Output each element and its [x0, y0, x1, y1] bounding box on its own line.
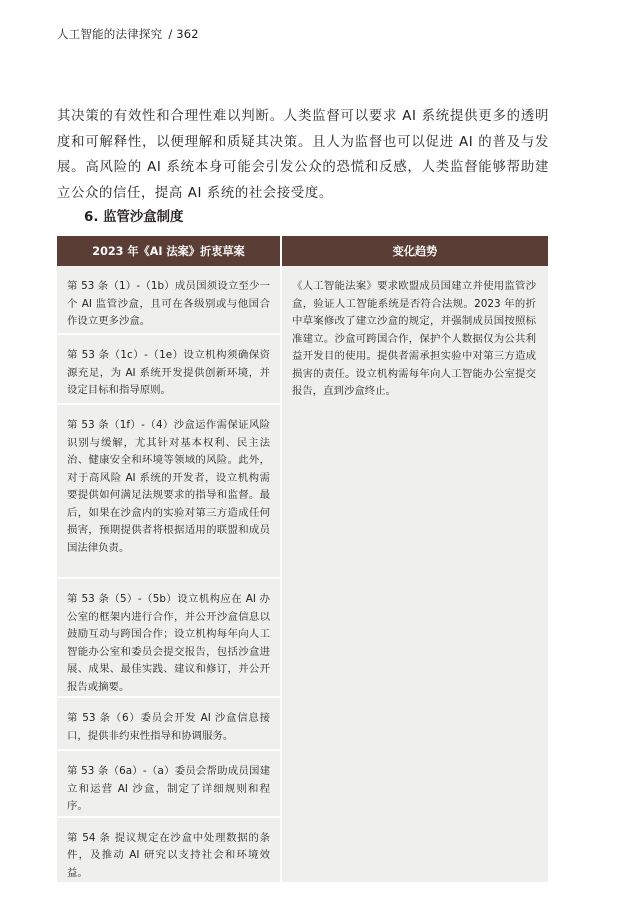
table-row [57, 266, 548, 334]
table-cell-trend-summary: 《人工智能法案》要求欧盟成员国建立并使用监管沙盒，验证人工智能系统是否符合法规。2023 年的折中草案修改了建立沙盒的规定，并强制成员国按照标准建立。沙盒可跨国合作，保护个人数据仅为公共利益开发目的使用。提供者需承担实验中对第三方造成损害的责任。设立机构需每年向人工智能办公室提交报告，直到沙盒终止。 [281, 266, 548, 882]
column-header-draft: 2023 年《AI 法案》折衷草案 [57, 236, 281, 266]
table-cell-article-53-1f: 第 53 条（1f）-（4）沙盒运作需保证风险识别与缓解，尤其针对基本权利、民主法治、健康安全和环境等领域的风险。此外，对于高风险 AI 系统的开发者，设立机构需要提供如何满足法规要求的指导和监督。最后，如果在沙盒内的实验对第三方造成任何损害，预期提供者将根据适用的联盟和成员国法律负责。 [57, 404, 281, 578]
table-cell-article-53-6: 第 53 条（6）委员会开发 AI 沙盒信息接口，提供非约束性指导和协调服务。 [57, 697, 281, 750]
section-heading: 6. 监管沙盒制度 [84, 210, 184, 225]
table-header-row [57, 236, 548, 266]
table-cell-article-53-6a: 第 53 条（6a）-（a）委员会帮助成员国建立和运营 AI 沙盒，制定了详细规则和程序。 [57, 750, 281, 817]
running-header [57, 26, 199, 42]
regulatory-sandbox-table [57, 236, 548, 882]
book-title: 人工智能的法律探究 [57, 27, 163, 41]
page-number: / 362 [168, 27, 199, 41]
table-cell-article-53-1c: 第 53 条（1c）-（1e）设立机构须确保资源充足，为 AI 系统开发提供创新环境，并设定目标和指导原则。 [57, 334, 281, 404]
table-cell-article-54: 第 54 条 提议规定在沙盒中处理数据的条件，及推动 AI 研究以支持社会和环境效益。 [57, 817, 281, 883]
table-cell-article-53-5: 第 53 条（5）-（5b）设立机构应在 AI 办公室的框架内进行合作，并公开沙盒信息以鼓励互动与跨国合作；设立机构每年向人工智能办公室和委员会提交报告，包括沙盒进展、成果、最佳实践、建议和修订，并公开报告或摘要。 [57, 578, 281, 697]
body-paragraph: 其决策的有效性和合理性难以判断。人类监督可以要求 AI 系统提供更多的透明度和可解释性，以便理解和质疑其决策。且人为监督也可以促进 AI 的普及与发展。高风险的 AI 系统本身可能会引发公众的恐慌和反感，人类监督能够帮助建立公众的信任，提高 AI 系统的社会接受度。 [57, 109, 549, 201]
table-cell-article-53-1: 第 53 条（1）-（1b）成员国须设立至少一个 AI 监管沙盒，且可在各级别或与他国合作设立更多沙盒。 [57, 266, 281, 334]
column-header-trend: 变化趋势 [281, 236, 548, 266]
